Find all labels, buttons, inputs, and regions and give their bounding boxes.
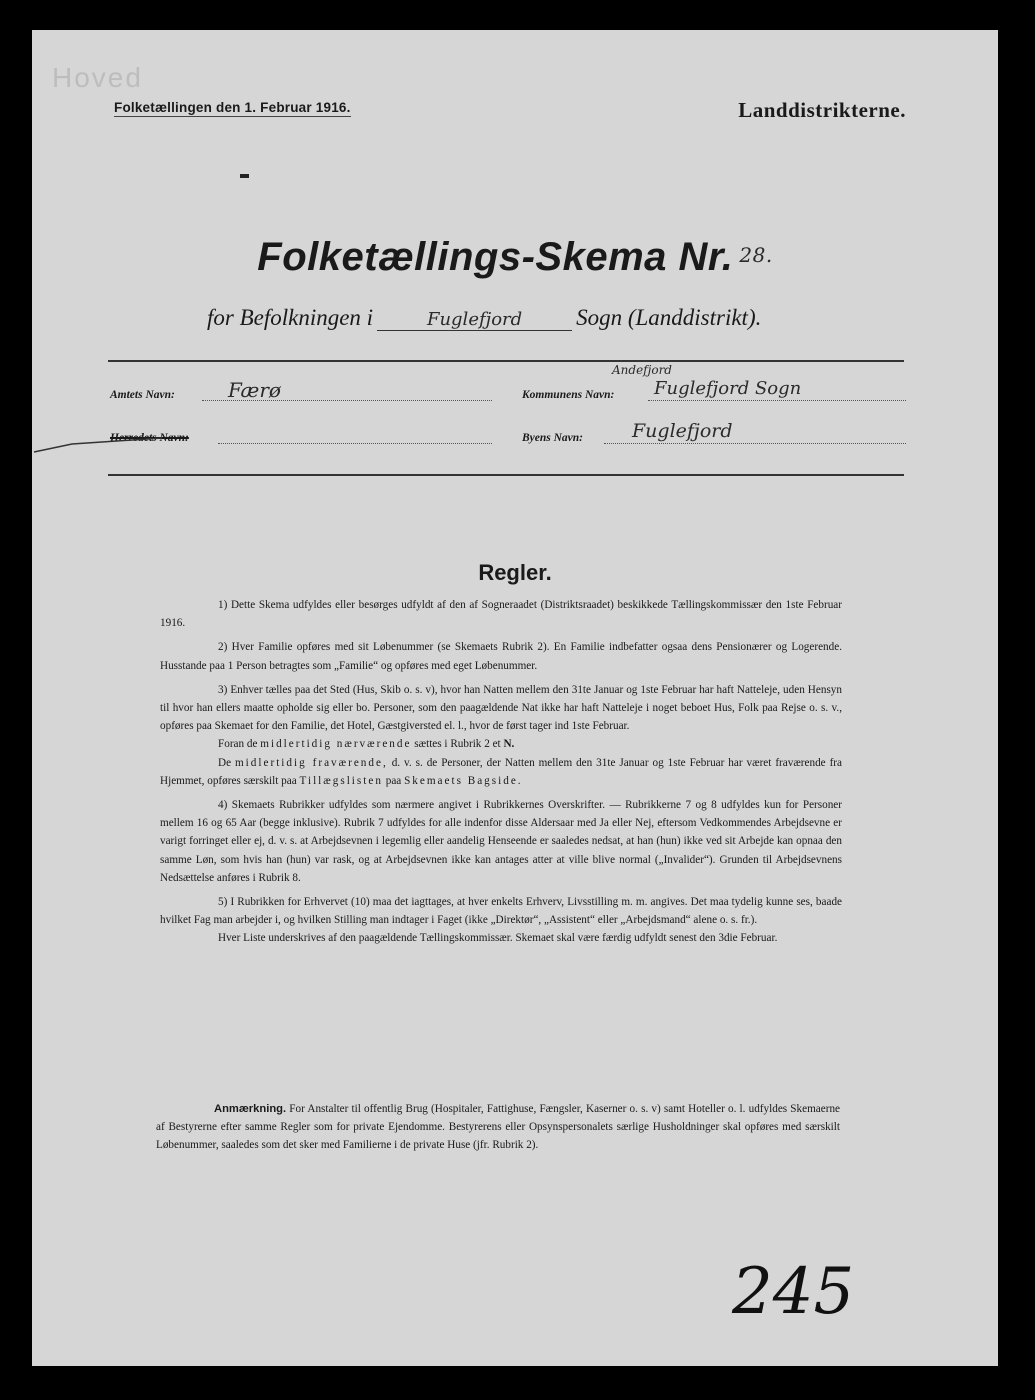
subtitle-prefix: for Befolkningen i (207, 305, 374, 330)
parish-handwritten: Fuglefjord (377, 309, 572, 331)
form-subtitle (207, 305, 761, 331)
note-label: Anmærkning. (214, 1103, 287, 1115)
kommune-label: Kommunens Navn: (522, 389, 615, 401)
rule-5: 5) I Rubrikken for Erhvervet (10) maa det iagttages, at hver enkelts Erhverv, Livsstilling m. m. angives. Det maa tydelig kunne ses, baade hvilket Fag man arbejder i, og hvilken Stilling man indtager i Faget (ikke „Direktør“, „Assistent“ eller „Arbejdsmand“ alene o. s. fr.). (160, 896, 842, 927)
strike-stroke (32, 430, 172, 460)
district-type-header: Landdistrikterne. (738, 98, 906, 122)
rule-2: 2) Hver Familie opføres med sit Løbenummer (se Skemaets Rubrik 2). En Familie indbefatter ogsaa dens Pensionærer og Logerende. Husstande paa 1 Person betragtes som „Familie“ og opføres med eget Løbenummer. (160, 641, 842, 672)
amt-value-handwritten: Færø (228, 378, 281, 402)
herred-label: Herredets Navn: (110, 432, 189, 444)
rule-1: 1) Dette Skema udfyldes eller besørges udfyldt af den af Sogneraadet (Distriktsraadet) beskikkede Tællingskommissær den 1ste Februar 1916. (160, 599, 842, 630)
by-label: Byens Navn: (522, 432, 584, 444)
rules-section (160, 596, 842, 954)
form-number-handwritten: 28. (739, 243, 773, 267)
subtitle-suffix: Sogn (Landdistrikt). (576, 305, 762, 330)
amt-label: Amtets Navn: (110, 389, 175, 401)
top-rule (108, 360, 904, 362)
rule-4: 4) Skemaets Rubrikker udfyldes som nærmere angivet i Rubrikkernes Overskrifter. — Rubrikkerne 7 og 8 udfyldes kun for Personer mellem 16 og 65 Aar (begge inklusive). Rubrik 7 udfyldes for alle indenfor disse Aldersaar med Ja eller Nej, eftersom Vedkommendes Arbejdsevne er varigt forringet eller ej, d. v. s. at Arbejdsevnen i legemlig eller aandelig Henseende er saaledes nedsat, at han (hun) ikke ved sit Arbejde kan opnaa den samme Løn, som hvis han (hun) var rask, og at Arbejdsevnen ikke kan antages atter at ville blive normal („Invalider“). Grunden til Arbejdsevnens Nedsættelse anføres i Rubrik 8. (160, 799, 842, 884)
bottom-rule (108, 474, 904, 476)
note-text: For Anstalter til offentlig Brug (Hospitaler, Fattighuse, Fængsler, Kaserner o. s. v) samt Hoteller o. l. udfyldes Skemaerne af Bestyrerne efter samme Regler som for private Ejendomme. Bestyrerens eller Opsynspersonalets særlige Husholdninger skal opføres med særskilt Løbenummer, saaledes som det sker med Familierne i de private Huse (jfr. Rubrik 2). (156, 1103, 841, 1152)
rule-3c: De midlertidig fraværende, d. v. s. de Personer, der Natten mellem den 31te Januar og 1ste Februar har været fraværende fra Hjemmet, opføres særskilt paa Tillægslisten paa Skemaets Bagside. (160, 756, 842, 787)
kommune-value-handwritten: Fuglefjord Sogn (654, 378, 802, 399)
page-number-handwritten: 245 (732, 1255, 855, 1329)
census-form-page (32, 30, 998, 1366)
form-title (32, 235, 998, 280)
kommune-line (648, 400, 906, 401)
corner-stamp: Hoved (52, 62, 143, 93)
rule-3: 3) Enhver tælles paa det Sted (Hus, Skib o. s. v), hvor han Natten mellem den 31te Januar og 1ste Februar har haft Natteleje, uden Hensyn til hvor han ellers maatte opholde sig eller bo. Personer, som den paagældende Nat ikke har haft Natteleje i noget beboet Hus, Folk paa Rejse o. s. v., opføres paa Skemaet for den Familie, det Hotel, Gæstgiversted el. l., hvor de først tager ind 1ste Februar. (160, 683, 842, 733)
kommune-above-handwritten: Andefjord (612, 363, 672, 377)
rules-heading: Regler. (478, 560, 552, 585)
rule-3b: Foran de midlertidig nærværende sættes i Rubrik 2 et N. (218, 738, 515, 751)
herred-line (218, 443, 492, 444)
dash-mark (240, 174, 249, 178)
by-line (604, 443, 906, 444)
annotation-note (156, 1100, 840, 1155)
by-value-handwritten: Fuglefjord (632, 420, 733, 442)
form-title-text: Folketællings-Skema Nr. (257, 235, 734, 279)
rule-6: Hver Liste underskrives af den paagældende Tællingskommissær. Skemaet skal være færdig udfyldt senest den 3die Februar. (218, 932, 778, 945)
census-date-header: Folketællingen den 1. Februar 1916. (114, 100, 351, 115)
